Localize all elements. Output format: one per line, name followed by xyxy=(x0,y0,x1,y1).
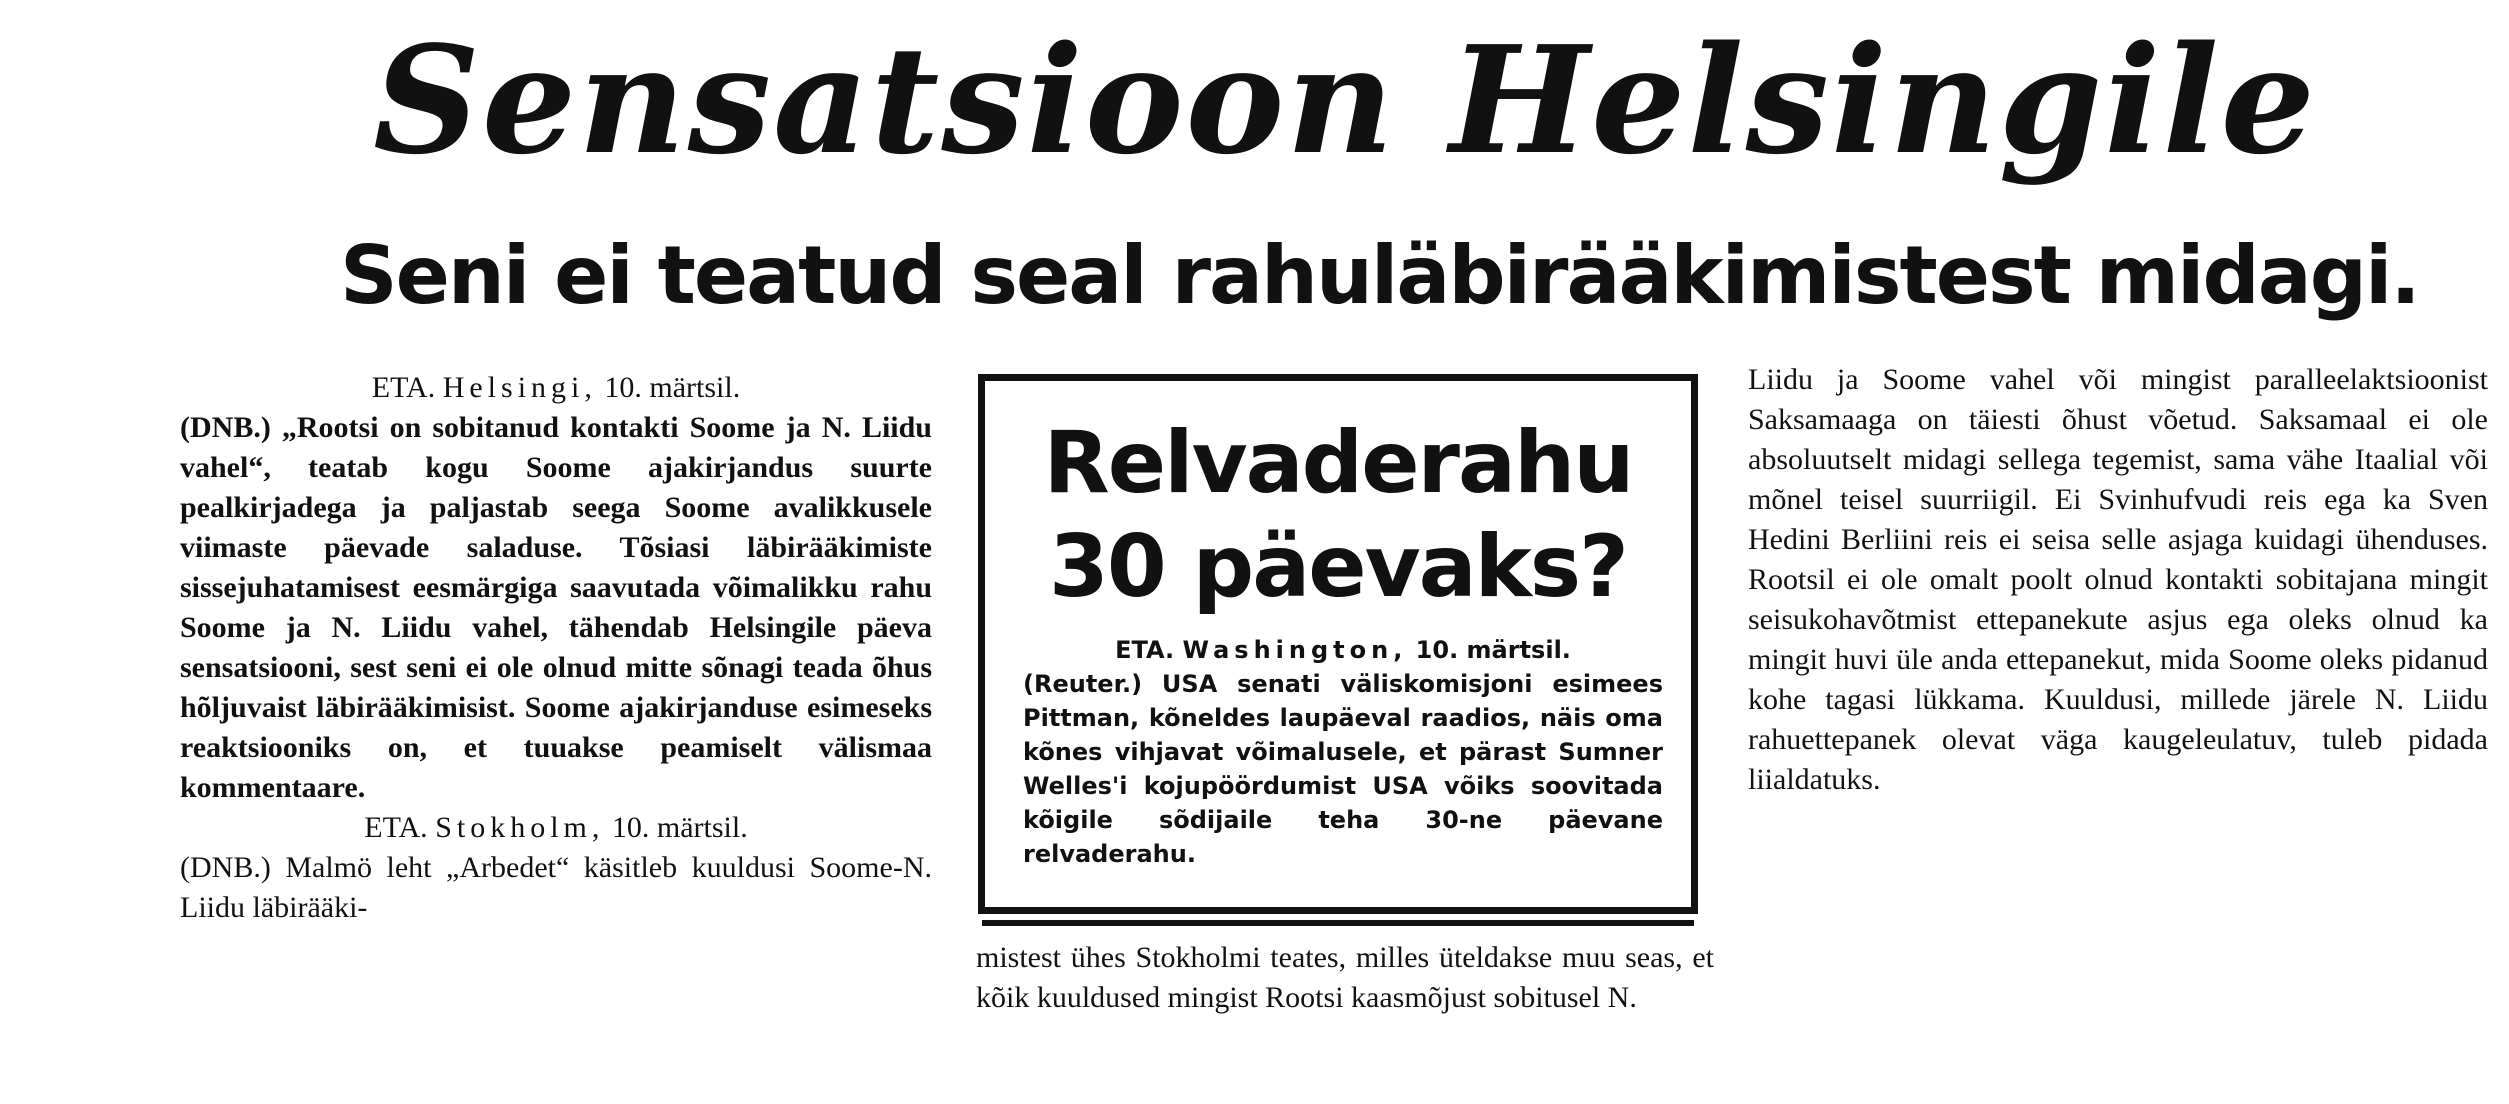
box-body xyxy=(1023,633,1663,871)
subheadline: Seni ei teatud seal rahuläbirääkimistest midagi. xyxy=(340,229,2419,322)
dateline-agency: ETA. xyxy=(1115,636,1175,664)
dateline-stokholm xyxy=(180,808,932,848)
box-title xyxy=(985,411,1691,619)
dateline-place: Washington, xyxy=(1182,636,1408,664)
dateline-date: 10. märtsil. xyxy=(604,371,741,404)
article-column-right xyxy=(1748,360,2488,800)
article-column-left xyxy=(180,368,932,928)
article-paragraph-right: Liidu ja Soome vahel või mingist paralleelaktsioonist Saksamaaga on täiesti õhust võetud. Saksamaal ei ole absoluutselt midagi sellega tegemist, sama vähe Itaalial või mõnel teisel suurriigil. Ei Svinhufvudi reis ega ka Sven Hedini Berliini reis ei seisa selle asjaga kuidagi ühenduses. Rootsil ei ole omalt poolt olnud kontakti sobitajana mingit seisukohavõtmist ettepanekute asjus ega oleks olnud ka mingit huvi üle anda ettepanekut, mida Soome oleks pidanud kohe tagasi lükkama. Kuuldusi, millede järele N. Liidu rahuettepanek olevat väga kaugeleulatuv, tuleb pidada liialdatuks. xyxy=(1748,363,2488,796)
dateline-place: Helsingi, xyxy=(442,371,597,404)
dateline-agency: ETA. xyxy=(371,371,436,404)
article-paragraph-continued: mistest ühes Stokholmi teates, milles üteldakse muu seas, et kõik kuuldused mingist Rootsi kaasmõjust sobitusel N. xyxy=(976,941,1714,1014)
article-paragraph-helsingi: (DNB.) „Rootsi on sobitanud kontakti Soome ja N. Liidu vahel“, teatab kogu Soome ajakirjandus suurte pealkirjadega ja paljastab seega Soome avalikkusele viimaste päevade saladuse. Tõsiasi läbirääkimiste sissejuhatamisest eesmärgiga saavutada võimalikku rahu Soome ja N. Liidu vahel, tähendab Helsingile päeva sensatsiooni, sest seni ei ole olnud mitte sõnagi teada õhus hõljuvaist läbirääkimisist. Soome ajakirjanduse esimeseks reaktsiooniks on, et tuuakse peamiselt välismaa kommentaare. xyxy=(180,411,932,804)
headline: Sensatsioon Helsingile xyxy=(373,13,2317,187)
dateline-washington xyxy=(1023,633,1663,667)
dateline-place: Stokholm, xyxy=(435,811,605,844)
article-paragraph-stokholm: (DNB.) Malmö leht „Arbedet“ käsitleb kuuldusi Soome-N. Liidu läbirääki- xyxy=(180,851,932,924)
dateline-date: 10. märtsil. xyxy=(1415,636,1571,664)
box-paragraph: (Reuter.) USA senati väliskomisjoni esimees Pittman, kõneldes laupäeval raadios, näis oma kõnes vihjavat võimalusele, et pärast Sumner Welles'i kojupöördumist USA võiks soovitada kõigile sõdijaile teha 30-ne päevane relvaderahu. xyxy=(1023,670,1663,868)
dateline-date: 10. märtsil. xyxy=(611,811,748,844)
box-title-line-1: Relvaderahu xyxy=(1043,413,1633,513)
article-column-middle xyxy=(976,938,1714,1018)
box-title-line-2: 30 päevaks? xyxy=(1049,517,1627,617)
dateline-agency: ETA. xyxy=(364,811,428,844)
dateline-helsingi xyxy=(180,368,932,408)
column-rule xyxy=(982,920,1694,926)
boxed-news-item xyxy=(978,374,1698,914)
